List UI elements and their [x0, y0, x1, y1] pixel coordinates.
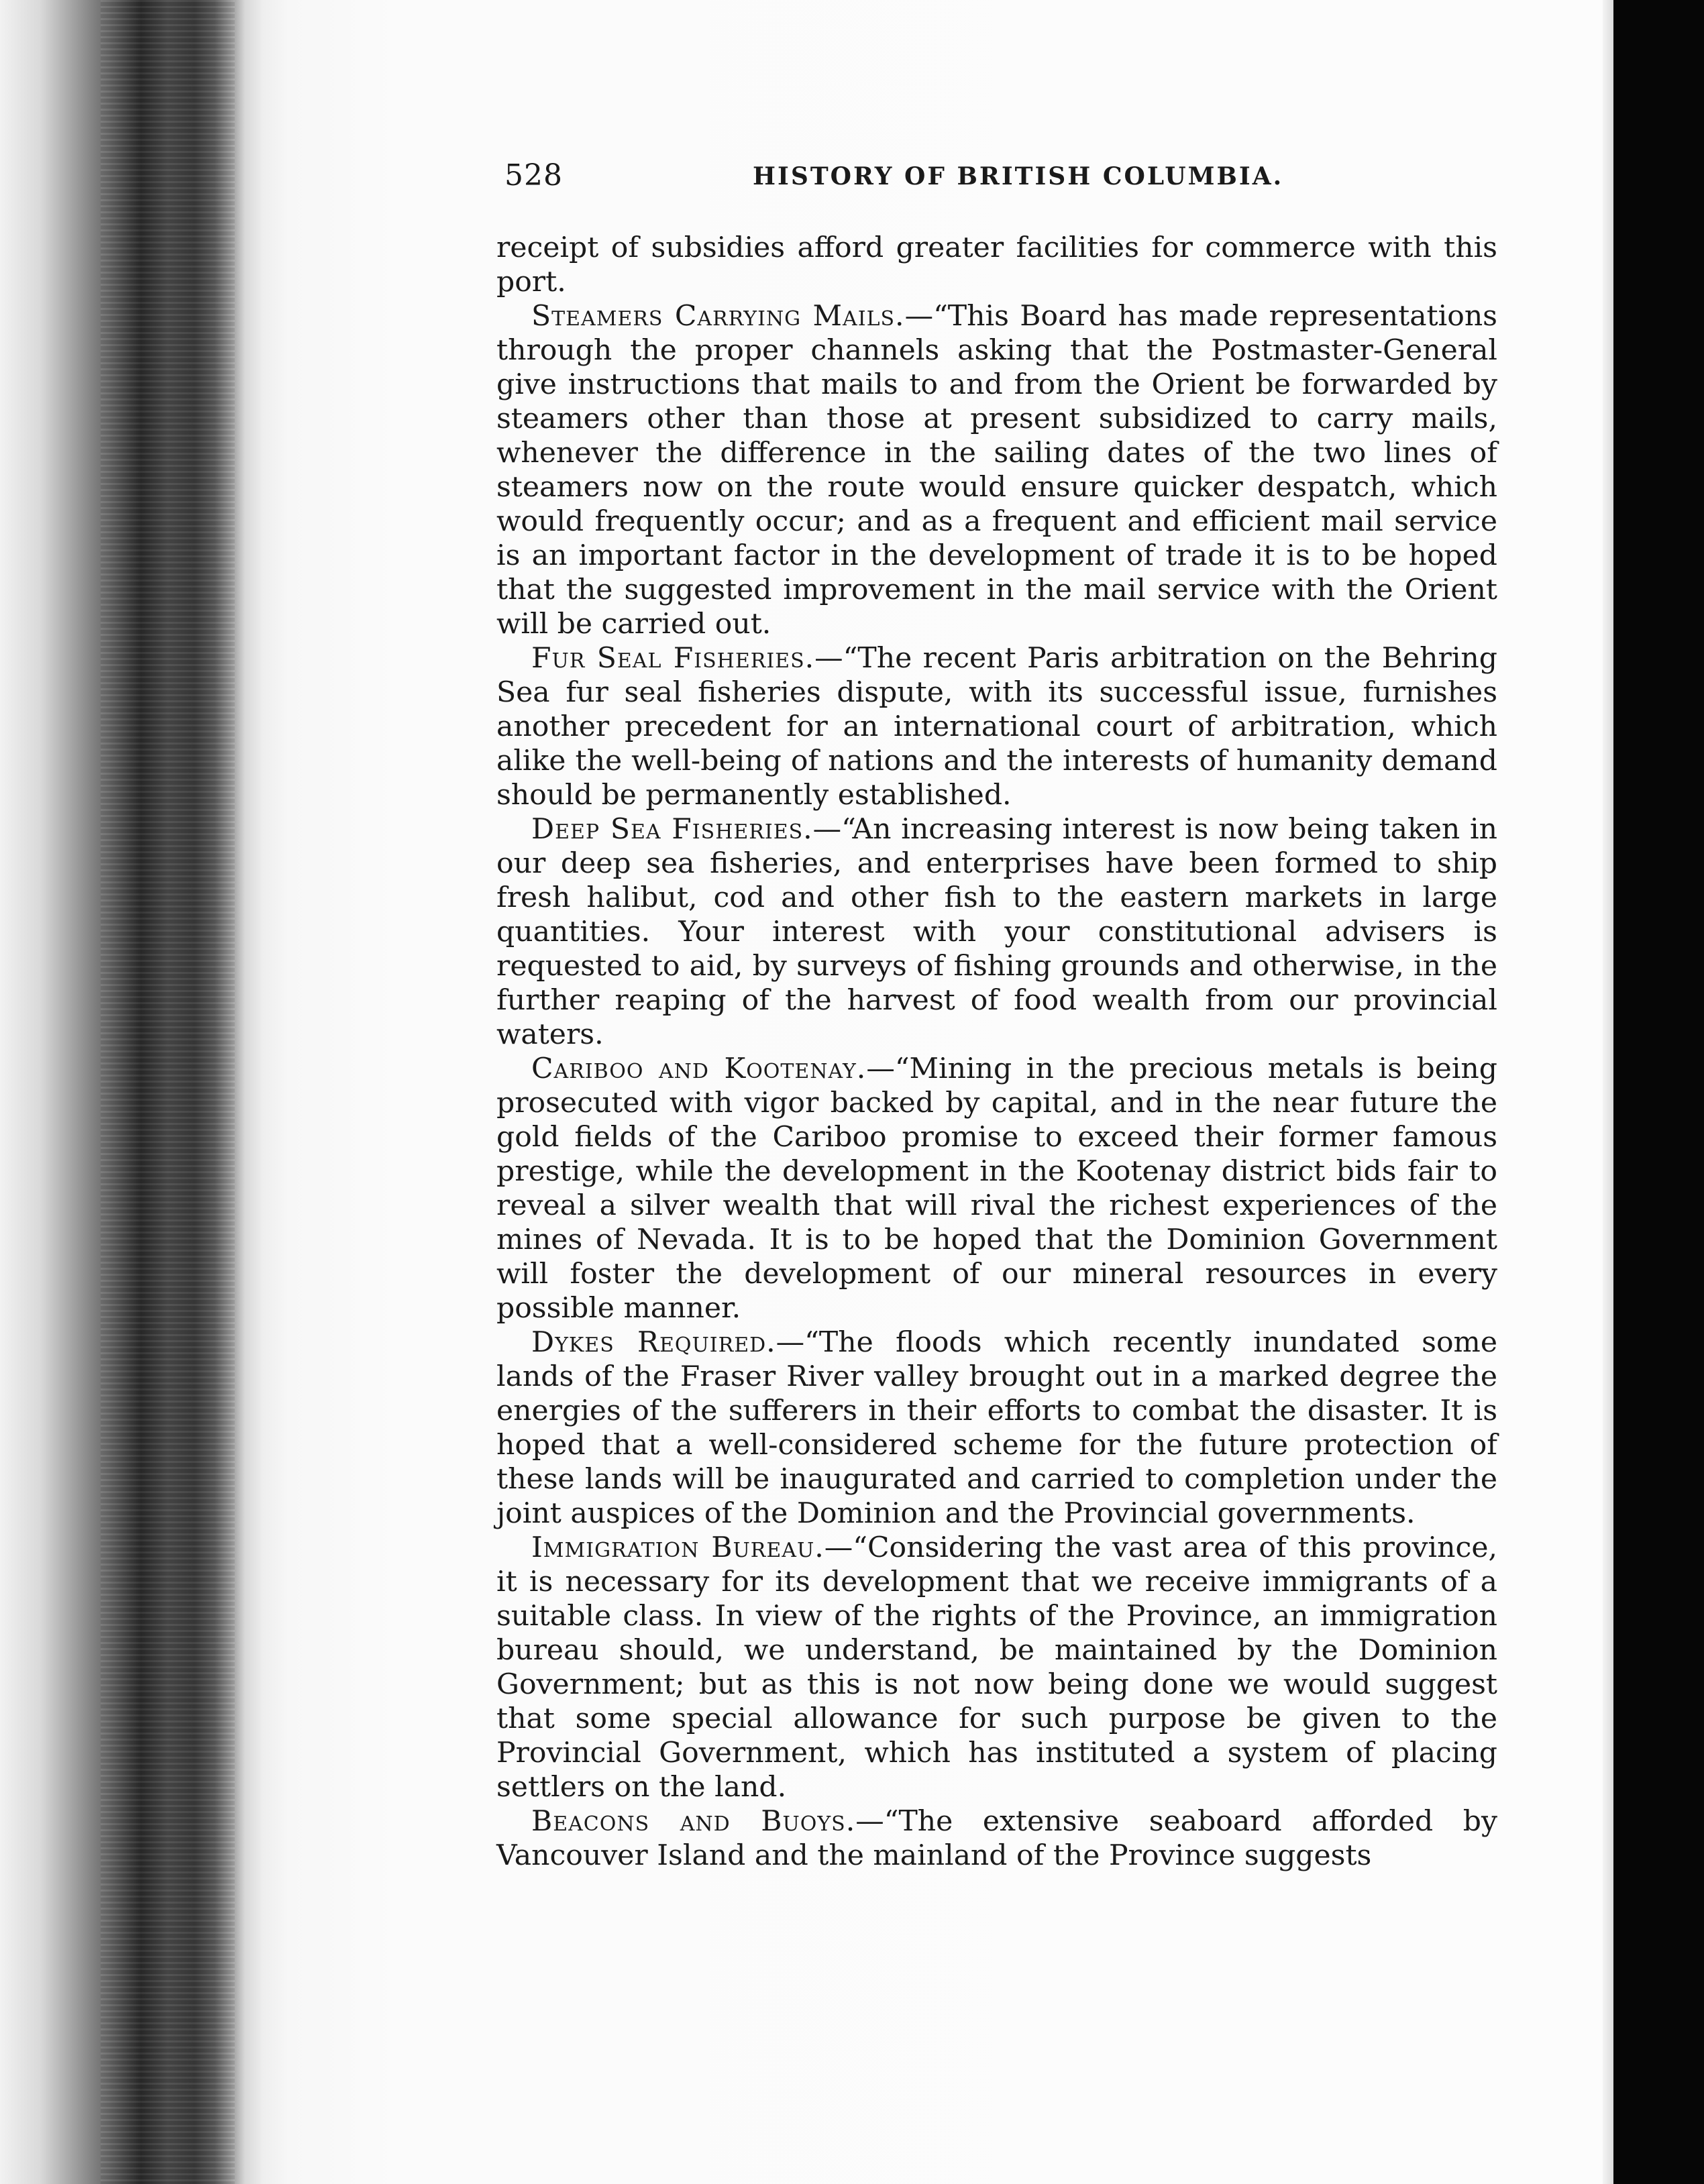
paragraph-beacons-and-buoys	[496, 1804, 1497, 1873]
paragraph-text: receipt of subsidies afford greater facilities for commerce with this port.	[496, 231, 1497, 298]
paragraph-text: —“The recent Paris arbitration on the Behring Sea fur seal fisheries dispute, with its successful issue, furnishes another precedent for an international court of arbitration, which alike the well-being of nations and the interests of humanity demand should be permanently established.	[496, 642, 1497, 812]
paragraph-steamers-carrying-mails	[496, 299, 1497, 641]
running-title: HISTORY OF BRITISH COLUMBIA.	[753, 162, 1284, 190]
paragraph-heading: Beacons and Buoys.	[531, 1805, 856, 1838]
paragraph-heading: Steamers Carrying Mails.	[531, 300, 905, 333]
gutter-texture	[101, 0, 235, 2184]
paragraph-heading: Fur Seal Fisheries.	[531, 642, 815, 675]
paragraph-immigration-bureau	[496, 1531, 1497, 1804]
paragraph-dykes-required	[496, 1325, 1497, 1531]
page-number: 528	[504, 158, 563, 193]
scan-border	[1613, 0, 1704, 2184]
paragraph-heading: Immigration Bureau.	[531, 1531, 824, 1564]
paragraph-text: —“An increasing interest is now being taken in our deep sea fisheries, and enterprises have been formed to ship fresh halibut, cod and other fish to the eastern markets in large quantities. Your interest with your constitutional advisers is requested to aid, by surveys of fishing grounds and otherwise, in the further reaping of the harvest of food wealth from our provincial waters.	[496, 813, 1498, 1051]
paragraph-heading: Deep Sea Fisheries.	[531, 813, 813, 846]
paragraph-heading: Cariboo and Kootenay.	[531, 1052, 867, 1085]
paragraph-cariboo-and-kootenay	[496, 1052, 1497, 1325]
paragraph-text: —“Mining in the precious metals is being prosecuted with vigor backed by capital, and in the near future the gold fields of the Cariboo promise to exceed their former famous prestige, while the development in the Kootenay district bids fair to reveal a silver wealth that will rival the richest experiences of the mines of Nevada. It is to be hoped that the Dominion Government will foster the development of our mineral resources in every possible manner.	[496, 1052, 1497, 1325]
paragraph-text: —“The extensive seaboard afforded by Vancouver Island and the mainland of the Province suggests	[496, 1805, 1498, 1872]
body-text	[496, 231, 1497, 1873]
page-header	[504, 158, 1497, 199]
paragraph-continuation	[496, 231, 1497, 299]
paragraph-heading: Dykes Required.	[531, 1326, 776, 1359]
paragraph-text: —“The floods which recently inundated some lands of the Fraser River valley brought out in a marked degree the energies of the sufferers in their efforts to combat the disaster. It is hoped that a well-considered scheme for the future protection of these lands will be inaugurated and carried to completion under the joint auspices of the Dominion and the Provincial governments.	[496, 1326, 1497, 1530]
paragraph-text: —“Considering the vast area of this province, it is necessary for its development that we receive immigrants of a suitable class. In view of the rights of the Province, an immigration bureau should, we understand, be maintained by the Dominion Government; but as this is not now being done we would suggest that some special allowance for such purpose be given to the Provincial Government, which has instituted a system of placing settlers on the land.	[496, 1531, 1497, 1804]
paragraph-text: —“This Board has made representations through the proper channels asking that the Postmaster-General give instructions that mails to and from the Orient be forwarded by steamers other than those at present subsidized to carry mails, whenever the difference in the sailing dates of the two lines of steamers now on the route would ensure quicker despatch, which would frequently occur; and as a frequent and efficient mail service is an important factor in the development of trade it is to be hoped that the suggested improvement in the mail service with the Orient will be carried out.	[496, 300, 1497, 641]
page-edge	[1603, 0, 1613, 2184]
paragraph-fur-seal-fisheries	[496, 641, 1497, 812]
paragraph-deep-sea-fisheries	[496, 812, 1497, 1052]
